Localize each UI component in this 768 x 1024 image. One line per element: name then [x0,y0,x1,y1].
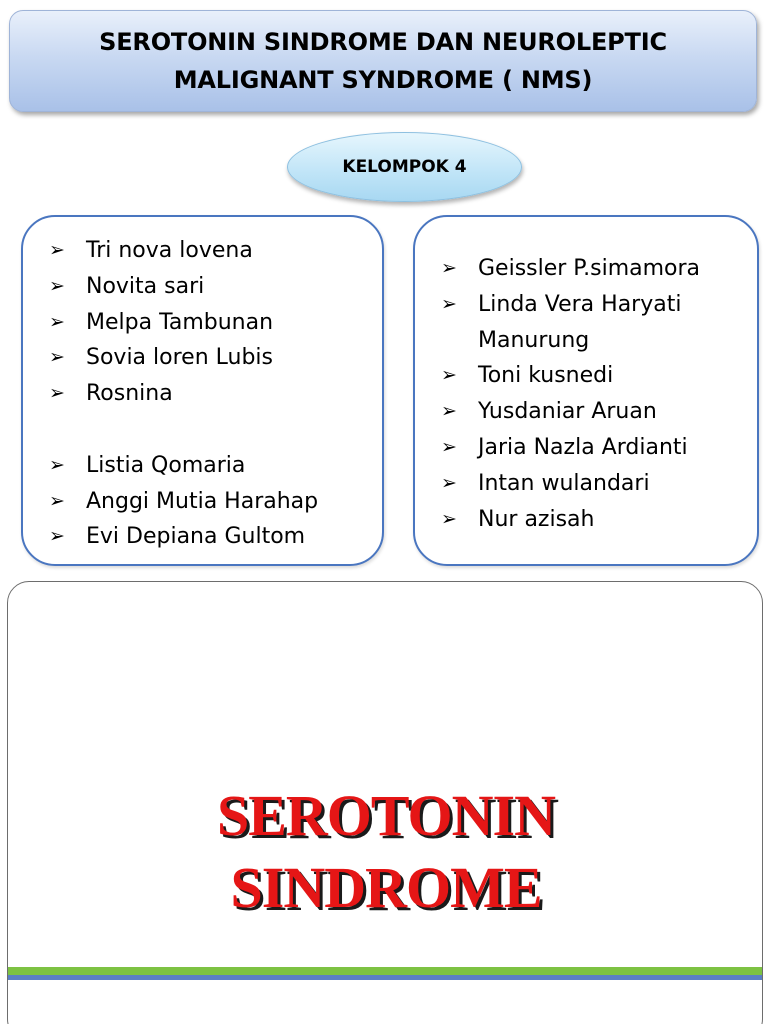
member-list-item [49,269,318,305]
member-name: Anggi Mutia Harahap [86,488,319,514]
member-name: Evi Depiana Gultom [86,524,306,550]
member-name: Toni kusnedi [478,363,614,389]
member-name: Linda Vera Haryati Manurung [478,291,682,353]
arrow-bullet-icon: ➢ [49,274,65,297]
member-list-item [441,502,700,538]
arrow-bullet-icon: ➢ [441,471,457,494]
arrow-bullet-icon: ➢ [49,382,65,405]
member-list-left [49,233,318,555]
member-list-item [49,305,318,341]
arrow-bullet-icon: ➢ [441,364,457,387]
member-name: Yusdaniar Aruan [478,399,657,425]
member-list-item [49,484,318,520]
member-list-item [441,358,700,394]
list-spacer [49,412,318,448]
member-name: Listia Qomaria [86,452,246,478]
member-name: Geissler P.simamora [478,256,701,281]
slide-divider-green [8,967,763,975]
arrow-bullet-icon: ➢ [49,453,65,476]
arrow-bullet-icon: ➢ [49,489,65,512]
member-name: Tri nova lovena [86,238,253,263]
member-list-item [49,233,318,269]
member-list-item [441,394,700,430]
arrow-bullet-icon: ➢ [441,400,457,423]
member-name: Nur azisah [478,506,595,532]
member-list-item [441,287,700,359]
member-list-item [49,519,318,555]
title-banner [9,10,757,112]
arrow-bullet-icon: ➢ [49,239,65,261]
member-list-item [49,376,318,412]
arrow-bullet-icon: ➢ [441,507,457,530]
member-name: Jaria Nazla Ardianti [478,434,688,460]
member-list-right [441,251,700,537]
member-list-item [441,430,700,466]
slide-divider-blue [8,975,763,980]
arrow-bullet-icon: ➢ [441,257,457,279]
member-name: Novita sari [86,273,205,299]
arrow-bullet-icon: ➢ [441,292,457,315]
arrow-bullet-icon: ➢ [49,525,65,548]
arrow-bullet-icon: ➢ [49,346,65,369]
arrow-bullet-icon: ➢ [49,310,65,333]
slide-title: SEROTONIN SINDROME [216,783,556,920]
member-name: Sovia loren Lubis [86,345,273,371]
member-list-box-right [413,215,759,566]
member-name: Intan wulandari [478,470,650,496]
page-title: SEROTONIN SINDROME DAN NEUROLEPTIC MALIGNANT SYNDROME ( NMS) [99,28,667,94]
group-badge [287,132,522,202]
member-name: Melpa Tambunan [86,309,274,335]
member-list-item [49,340,318,376]
member-list-item [441,466,700,502]
member-list-box-left [21,215,384,566]
member-name: Rosnina [86,381,173,407]
group-label: KELOMPOK 4 [342,157,467,177]
slide-card [7,581,763,1024]
member-list-item [441,251,700,287]
member-list-item [49,448,318,484]
arrow-bullet-icon: ➢ [441,435,457,458]
